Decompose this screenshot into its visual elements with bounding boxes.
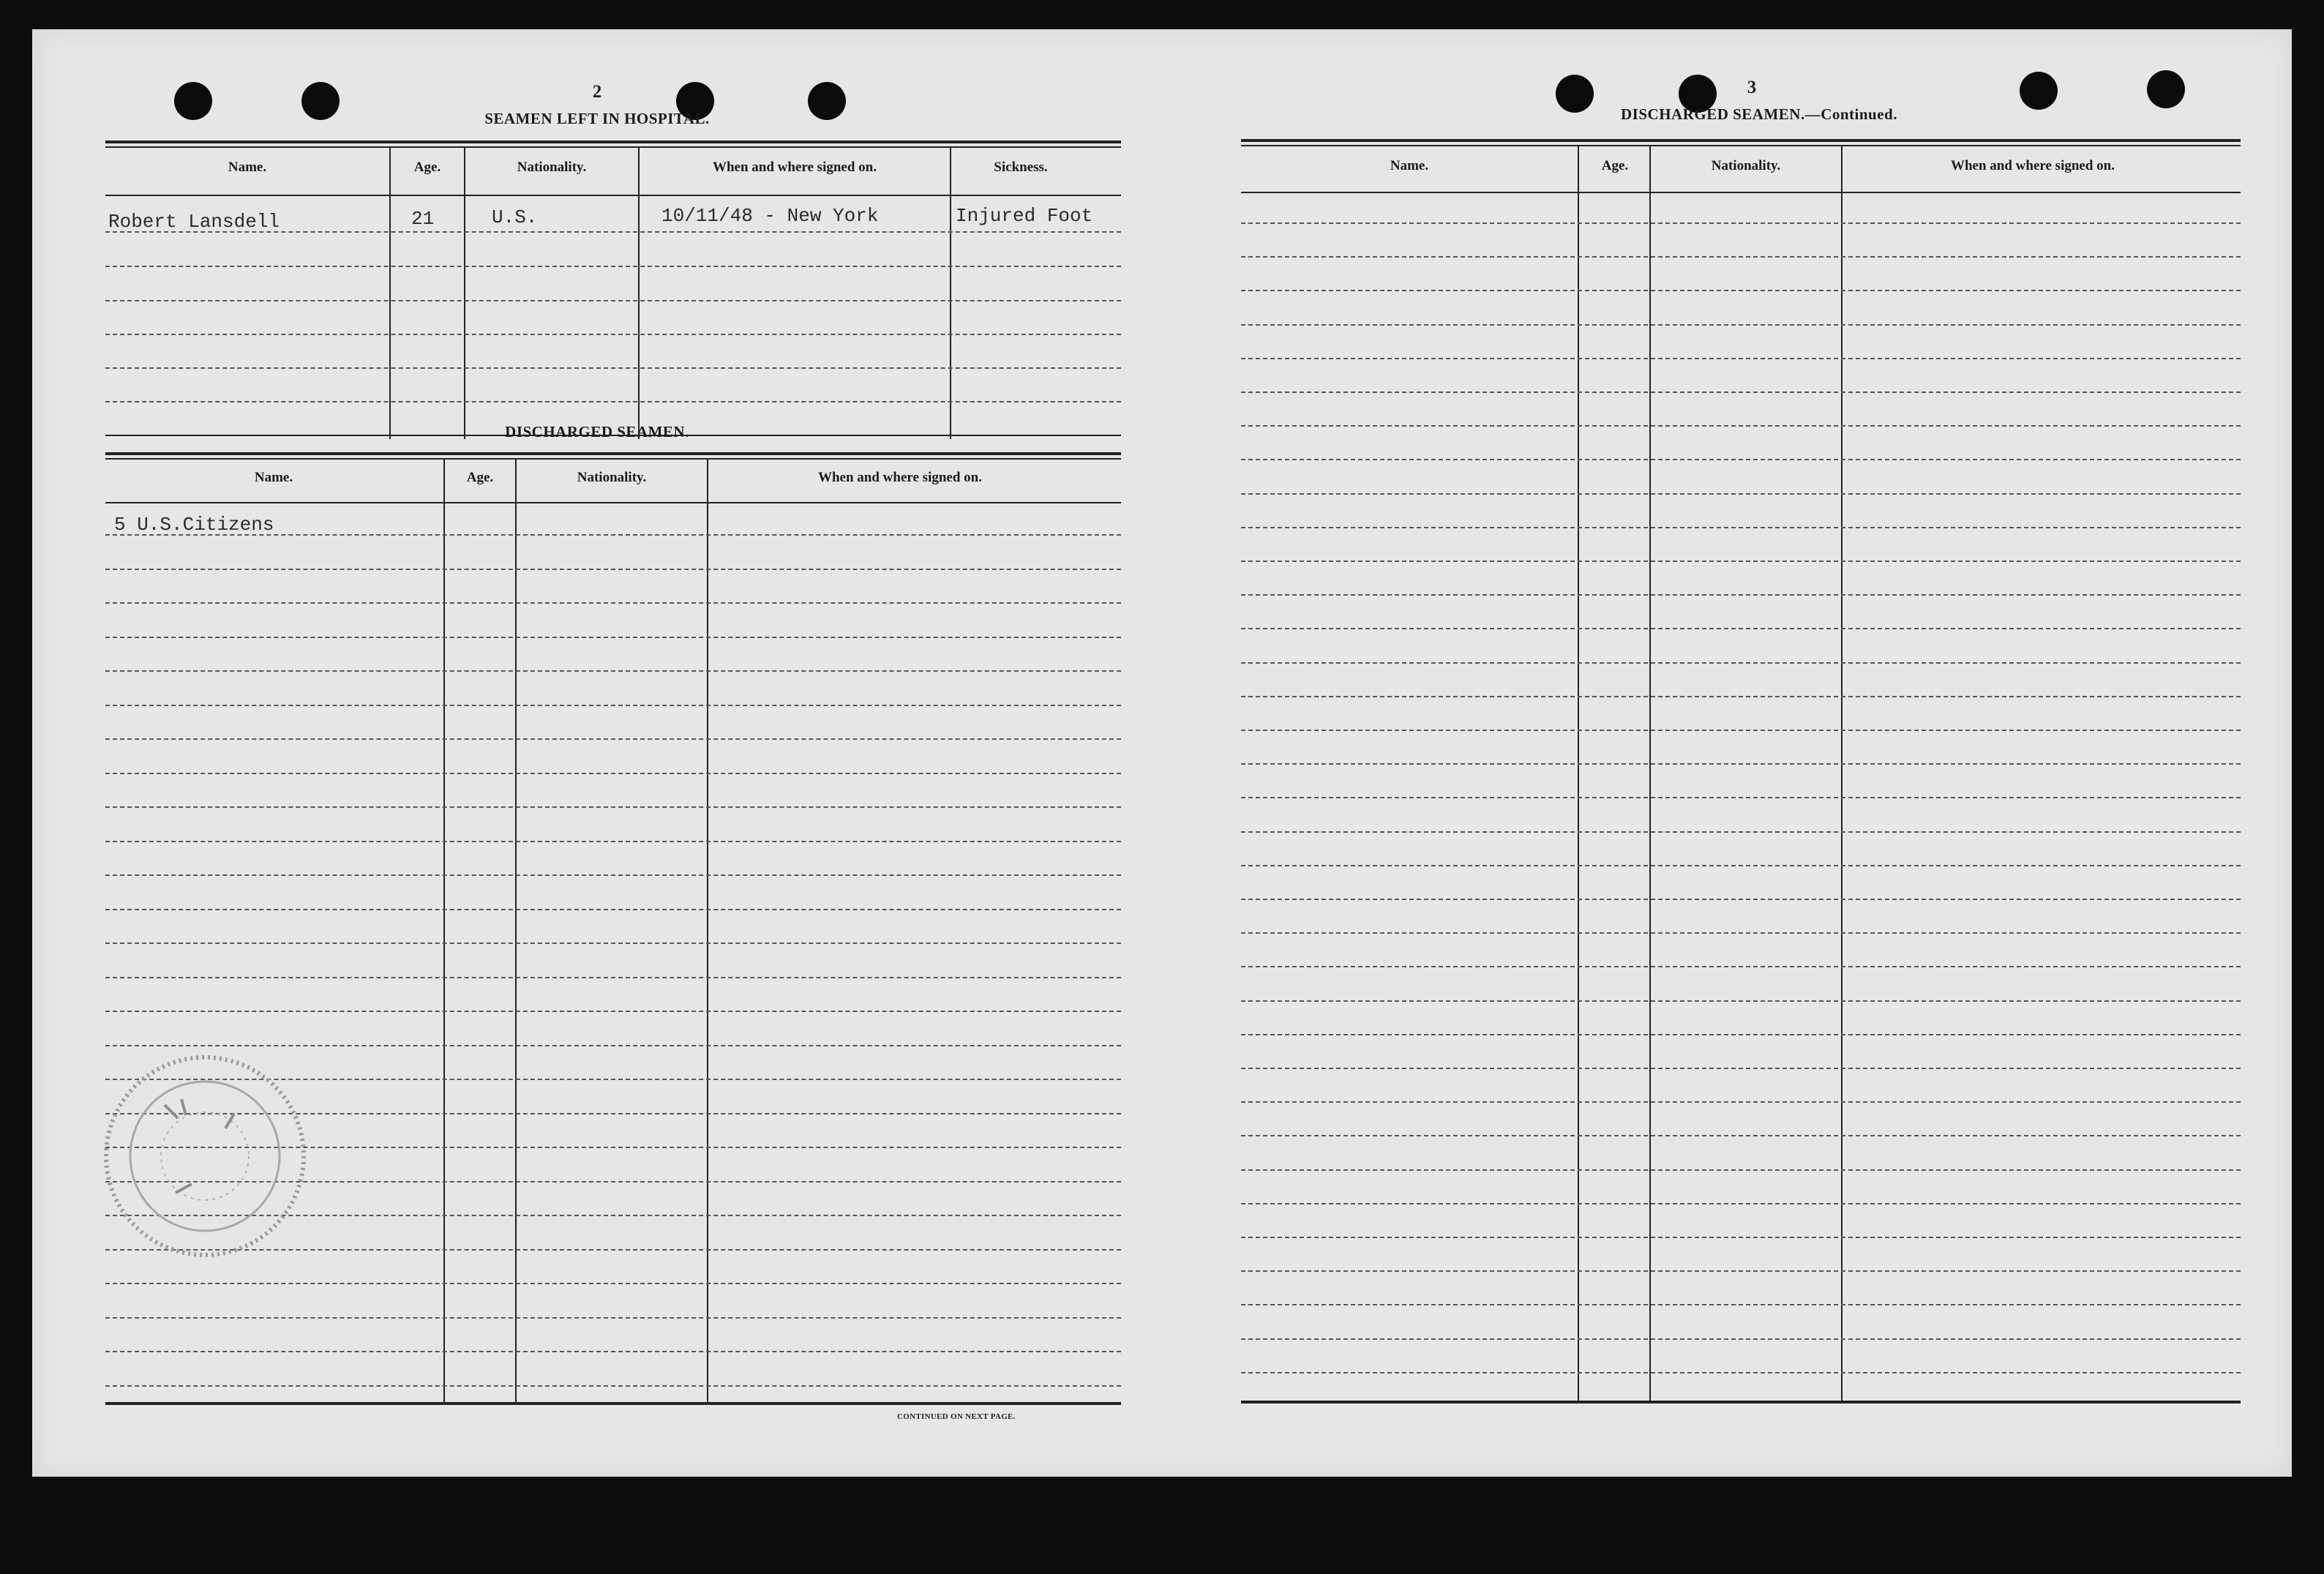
binder-hole	[174, 82, 212, 120]
ledger-sheet	[32, 29, 2292, 1477]
binder-hole	[301, 82, 340, 120]
rule	[105, 140, 1121, 143]
entry-line	[105, 334, 1121, 335]
column-header-nationality: Nationality.	[517, 160, 587, 175]
binder-hole	[2147, 70, 2185, 108]
entry-line	[1241, 1237, 2241, 1238]
entry-line	[1241, 493, 2241, 495]
entry-line	[1241, 865, 2241, 866]
entry-line	[105, 1113, 1121, 1114]
entry-line	[1241, 932, 2241, 934]
column-header-name: Name.	[1390, 158, 1429, 173]
entry-line	[105, 231, 1121, 233]
entry-line	[105, 367, 1121, 369]
rule	[105, 1402, 1121, 1405]
column-divider	[464, 146, 465, 439]
rule	[105, 458, 1121, 460]
entry-line	[1241, 1135, 2241, 1136]
entry-line	[105, 806, 1121, 808]
entry-line	[105, 569, 1121, 570]
entry-line	[1241, 763, 2241, 765]
column-header-signed-on: When and where signed on.	[817, 470, 982, 485]
continued-note: CONTINUED ON NEXT PAGE.	[897, 1412, 1016, 1421]
entry-line	[1241, 358, 2241, 359]
entry-line	[105, 1181, 1121, 1183]
column-header-age: Age.	[1601, 158, 1629, 173]
entry-line	[105, 637, 1121, 638]
entry-line	[105, 738, 1121, 740]
entry-line	[1241, 899, 2241, 900]
entry-line	[1241, 527, 2241, 528]
column-header-sickness: Sickness.	[994, 160, 1048, 175]
entry-line	[1241, 662, 2241, 664]
hospital-entry-age: 21	[411, 208, 435, 230]
column-header-nationality: Nationality.	[1711, 158, 1781, 173]
page-number: 3	[1747, 78, 1757, 97]
entry-line	[105, 266, 1121, 267]
column-header-nationality: Nationality.	[577, 470, 647, 485]
entry-line	[105, 773, 1121, 774]
entry-line	[1241, 696, 2241, 697]
hospital-entry-signed-on: 10/11/48 - New York	[661, 205, 879, 227]
entry-line	[1241, 1169, 2241, 1171]
column-divider	[443, 458, 445, 1402]
entry-line	[105, 1283, 1121, 1284]
discharged-continued-heading: DISCHARGED SEAMEN.—Continued.	[1621, 105, 1897, 123]
rule	[1241, 1401, 2241, 1404]
hospital-section-heading: SEAMEN LEFT IN HOSPITAL.	[484, 110, 710, 127]
entry-line	[105, 705, 1121, 706]
entry-line	[1241, 628, 2241, 629]
column-header-signed-on: When and where signed on.	[1950, 158, 2115, 173]
entry-line	[105, 1011, 1121, 1012]
hospital-entry-nationality: U.S.	[492, 206, 538, 228]
entry-line	[105, 1215, 1121, 1216]
column-header-name: Name.	[228, 160, 267, 175]
column-divider	[1841, 145, 1843, 1401]
rule	[105, 146, 1121, 148]
entry-line	[1241, 1101, 2241, 1103]
discharged-section-heading: DISCHARGED SEAMEN.	[505, 423, 689, 441]
entry-line	[1241, 966, 2241, 967]
entry-line	[1241, 1372, 2241, 1373]
right-page	[1162, 29, 2292, 1477]
hospital-entry-sickness: Injured Foot	[956, 205, 1093, 227]
binder-hole	[808, 82, 846, 120]
entry-line	[1241, 1068, 2241, 1069]
entry-line	[1241, 290, 2241, 291]
entry-line	[1241, 256, 2241, 258]
rule	[105, 195, 1121, 196]
rule	[105, 502, 1121, 503]
entry-line	[1241, 1034, 2241, 1035]
entry-line	[1241, 425, 2241, 427]
entry-line	[105, 1249, 1121, 1251]
entry-line	[105, 1147, 1121, 1148]
entry-line	[105, 1351, 1121, 1352]
entry-line	[105, 602, 1121, 604]
column-divider	[515, 458, 517, 1402]
entry-line	[1241, 324, 2241, 326]
entry-line	[1241, 1270, 2241, 1272]
column-header-signed-on: When and where signed on.	[712, 160, 877, 175]
column-divider	[1649, 145, 1651, 1401]
binder-hole	[2020, 72, 2058, 110]
entry-line	[105, 300, 1121, 301]
column-divider	[1578, 145, 1579, 1401]
column-header-name: Name.	[254, 470, 293, 485]
column-divider	[389, 146, 391, 439]
left-page	[32, 29, 1162, 1477]
entry-line	[1241, 831, 2241, 833]
column-header-age: Age.	[413, 160, 441, 175]
entry-line	[1241, 1338, 2241, 1340]
column-divider	[950, 146, 951, 439]
entry-line	[1241, 1304, 2241, 1305]
entry-line	[105, 977, 1121, 978]
rule	[1241, 139, 2241, 142]
entry-line	[1241, 797, 2241, 798]
entry-line	[105, 1045, 1121, 1046]
column-divider	[707, 458, 708, 1402]
column-header-age: Age.	[466, 470, 494, 485]
rule	[105, 452, 1121, 455]
entry-line	[105, 401, 1121, 402]
entry-line	[105, 874, 1121, 876]
entry-line	[1241, 1203, 2241, 1204]
entry-line	[105, 1385, 1121, 1387]
entry-line	[105, 1317, 1121, 1319]
page-number: 2	[592, 82, 602, 102]
entry-line	[1241, 222, 2241, 224]
discharged-entry: 5 U.S.Citizens	[114, 514, 274, 536]
entry-line	[1241, 594, 2241, 596]
entry-line	[105, 909, 1121, 910]
column-divider	[638, 146, 640, 439]
entry-line	[105, 1079, 1121, 1080]
entry-line	[105, 670, 1121, 672]
hospital-entry-name: Robert Lansdell	[108, 211, 280, 233]
entry-line	[1241, 391, 2241, 393]
entry-line	[1241, 459, 2241, 460]
rule	[1241, 145, 2241, 146]
entry-line	[1241, 561, 2241, 562]
binder-hole	[1556, 75, 1594, 113]
entry-line	[105, 534, 1121, 536]
rule	[1241, 192, 2241, 193]
entry-line	[1241, 1000, 2241, 1002]
entry-line	[1241, 730, 2241, 731]
entry-line	[105, 841, 1121, 842]
entry-line	[105, 942, 1121, 944]
